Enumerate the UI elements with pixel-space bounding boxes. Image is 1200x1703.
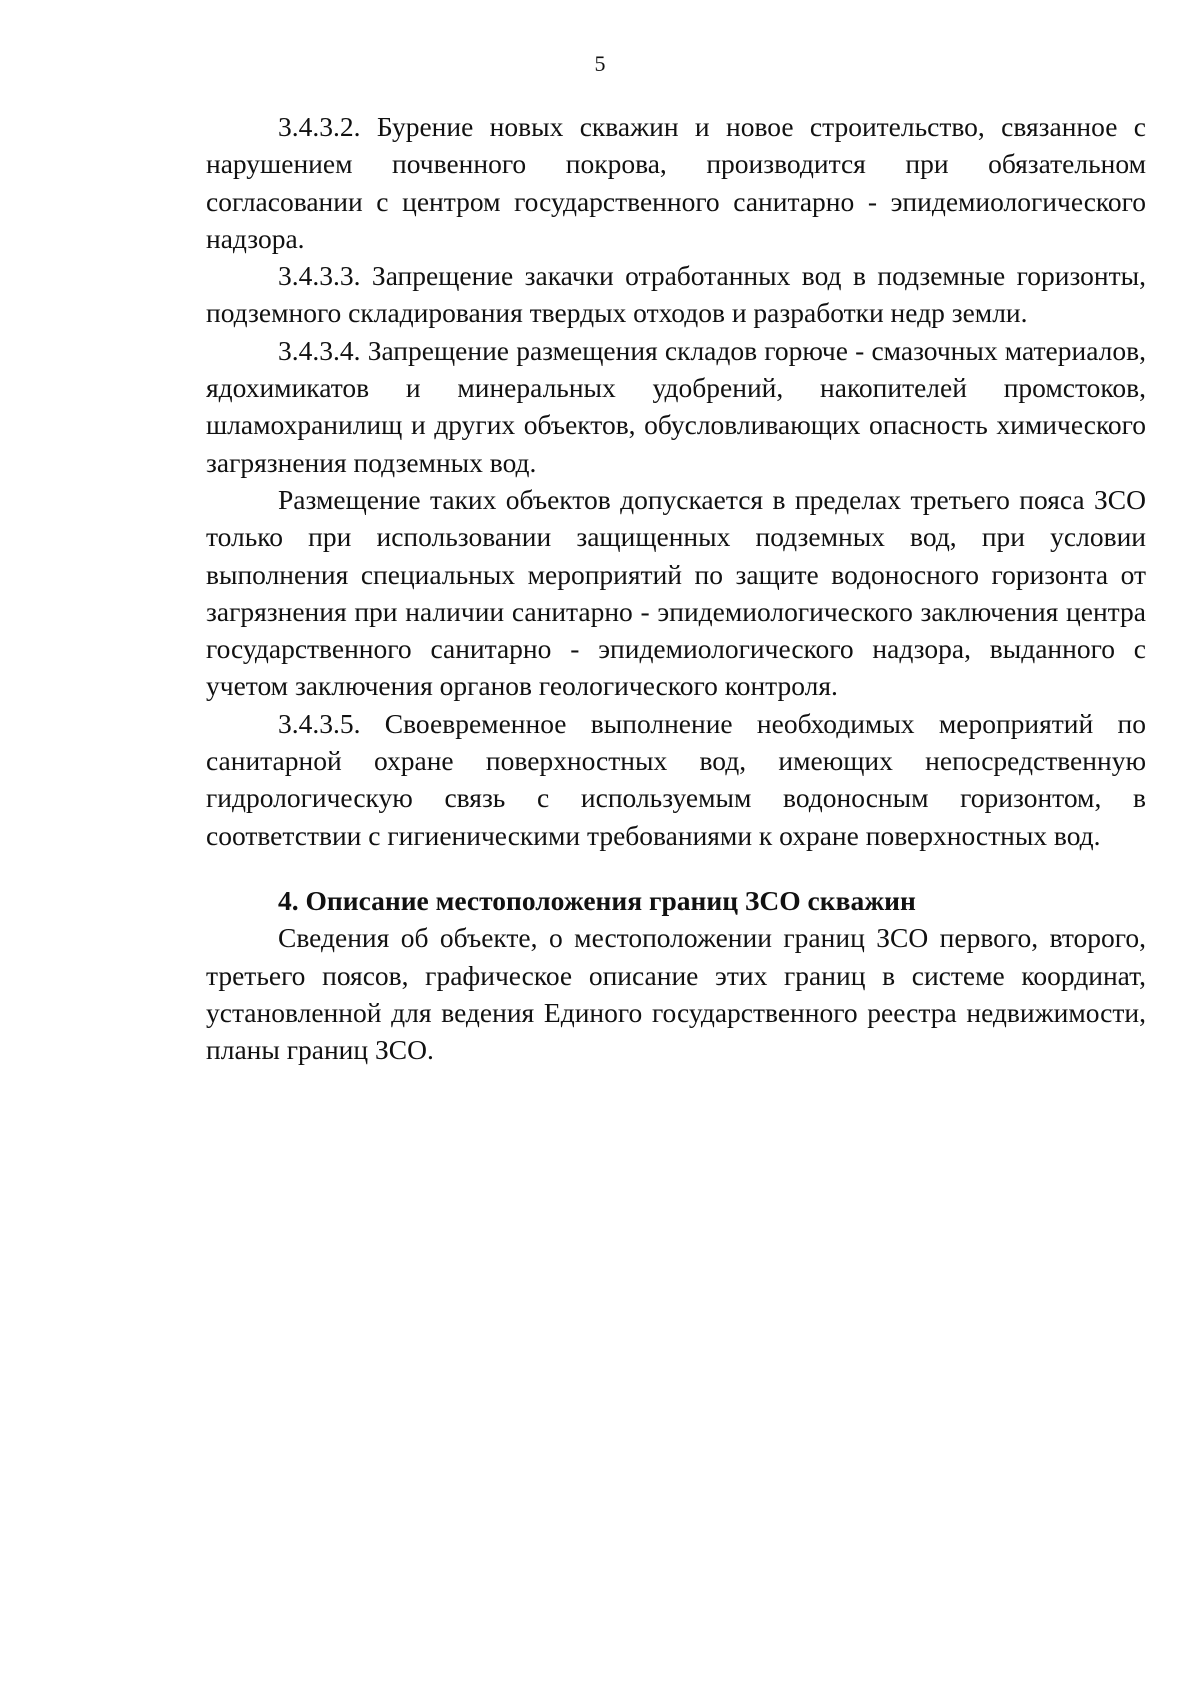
paragraph-3-4-3-4: 3.4.3.4. Запрещение размещения складов горюче - смазочных материалов, ядохимикатов и минеральных удобрений, накопителей промстоков, шламохранилищ и других объектов, обусловливающих опасность химического загрязнения подземных вод. (206, 334, 1146, 478)
paragraph-3-4-3-5: 3.4.3.5. Своевременное выполнение необходимых мероприятий по санитарной охране поверхностных вод, имеющих непосредственную гидрологическую связь с используемым водоносным горизонтом, в соответствии с гигиеническими требованиями к охране поверхностных вод. (206, 707, 1146, 851)
paragraph-placement-conditions: Размещение таких объектов допускается в пределах третьего пояса ЗСО только при использовании защищенных подземных вод, при условии выполнения специальных мероприятий по защите водоносного горизонта от загрязнения при наличии санитарно - эпидемиологического заключения центра государственного санитарно - эпидемиологического надзора, выданного с учетом заключения органов геологического контроля. (206, 483, 1146, 702)
paragraph-3-4-3-2: 3.4.3.2. Бурение новых скважин и новое строительство, связанное с нарушением почвенного покрова, производится при обязательном согласовании с центром государственного санитарно - эпидемиологического надзора. (206, 111, 1146, 254)
page-number: 5 (594, 51, 606, 76)
section-4-paragraph: Сведения об объекте, о местоположении границ ЗСО первого, второго, третьего поясов, графическое описание этих границ в системе координат, установленной для ведения Единого государственного реестра недвижимости, планы границ ЗСО. (206, 922, 1146, 1066)
paragraph-3-4-3-3: 3.4.3.3. Запрещение закачки отработанных вод в подземные горизонты, подземного складирования твердых отходов и разработки недр земли. (206, 260, 1146, 329)
section-4-heading: 4. Описание местоположения границ ЗСО скважин (278, 884, 916, 916)
document-body (206, 108, 1146, 1068)
